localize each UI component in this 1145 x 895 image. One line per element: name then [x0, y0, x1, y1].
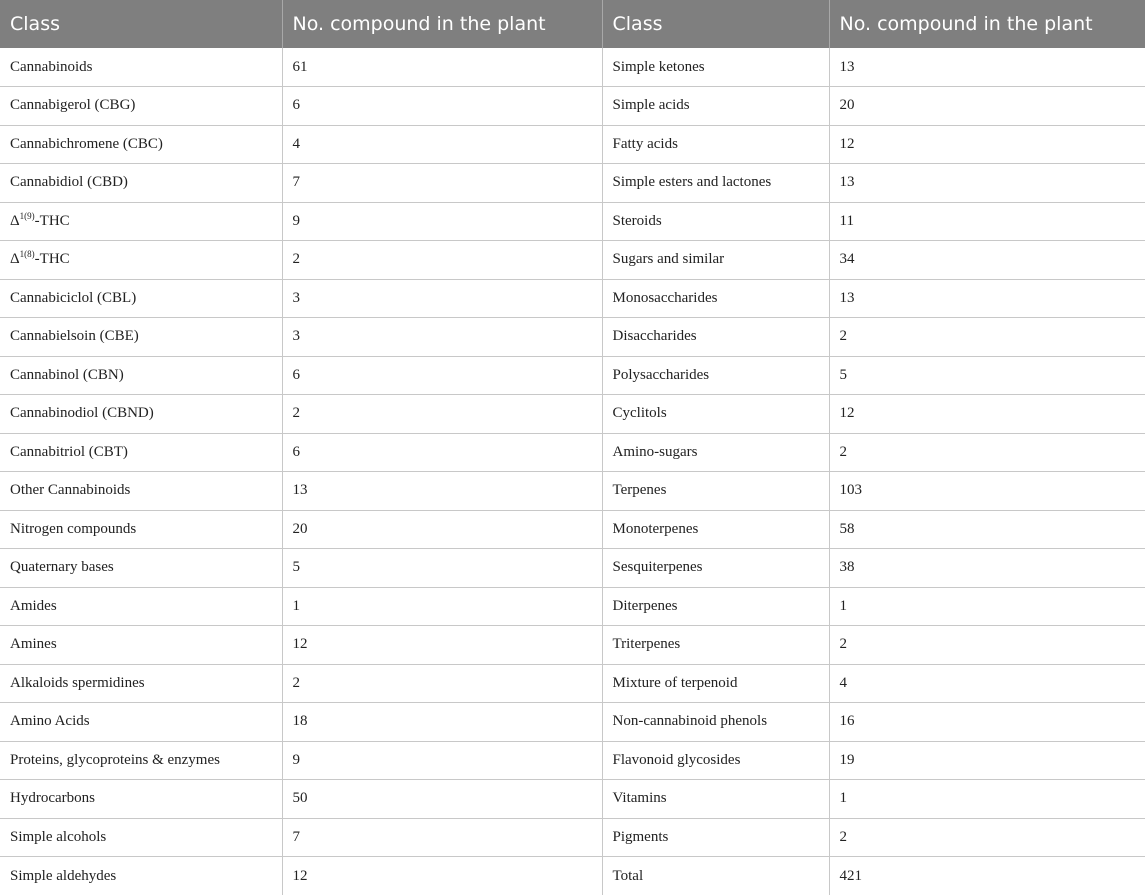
- left-class-cell: [0, 241, 282, 280]
- right-class-cell: Diterpenes: [602, 587, 829, 626]
- left-class-cell: Cannabichromene (CBC): [0, 125, 282, 164]
- left-count-cell: 2: [282, 241, 602, 280]
- right-count-cell: 4: [829, 664, 1145, 703]
- right-class-cell: Cyclitols: [602, 395, 829, 434]
- right-count-cell: 13: [829, 279, 1145, 318]
- table-row: [0, 279, 1145, 318]
- left-count-cell: 12: [282, 626, 602, 665]
- table-row: [0, 318, 1145, 357]
- left-count-cell: 12: [282, 857, 602, 895]
- left-class-cell: Nitrogen compounds: [0, 510, 282, 549]
- left-class-cell: Amides: [0, 587, 282, 626]
- table-row: [0, 472, 1145, 511]
- table-body: [0, 48, 1145, 895]
- right-count-cell: 58: [829, 510, 1145, 549]
- left-count-cell: 6: [282, 433, 602, 472]
- left-count-cell: 9: [282, 741, 602, 780]
- right-class-cell: Steroids: [602, 202, 829, 241]
- left-count-cell: 20: [282, 510, 602, 549]
- left-class-cell: Hydrocarbons: [0, 780, 282, 819]
- right-class-cell: Monosaccharides: [602, 279, 829, 318]
- right-count-cell: 13: [829, 164, 1145, 203]
- left-class-cell: Quaternary bases: [0, 549, 282, 588]
- left-count-cell: 7: [282, 164, 602, 203]
- left-count-cell: 3: [282, 318, 602, 357]
- table-row: [0, 587, 1145, 626]
- table-row: [0, 164, 1145, 203]
- right-count-cell: 2: [829, 318, 1145, 357]
- table-row: [0, 857, 1145, 895]
- right-count-cell: 421: [839, 867, 862, 884]
- left-class-cell: Other Cannabinoids: [0, 472, 282, 511]
- left-class-cell: Amines: [0, 626, 282, 665]
- right-class-cell: Mixture of terpenoid: [602, 664, 829, 703]
- right-class-cell: Total: [602, 857, 829, 895]
- right-count-cell: 34: [829, 241, 1145, 280]
- class-superscript: 1(8): [19, 249, 35, 260]
- right-count-cell: 2: [829, 818, 1145, 857]
- left-count-cell: 2: [282, 395, 602, 434]
- right-count-cell: 2: [829, 433, 1145, 472]
- table-row: [0, 395, 1145, 434]
- left-count-cell: 3: [282, 279, 602, 318]
- left-class-cell: Cannabinol (CBN): [0, 356, 282, 395]
- right-count-cell: 16: [829, 703, 1145, 742]
- table-row: [0, 125, 1145, 164]
- left-class-cell: Proteins, glycoproteins & enzymes: [0, 741, 282, 780]
- right-class-cell: Sesquiterpenes: [602, 549, 829, 588]
- right-count-cell: 13: [829, 48, 1145, 87]
- header-count-right: No. compound in the plant: [829, 0, 1145, 48]
- right-class-cell: Monoterpenes: [602, 510, 829, 549]
- right-class-cell: Terpenes: [602, 472, 829, 511]
- right-count-cell: 38: [829, 549, 1145, 588]
- right-class-cell: Simple esters and lactones: [602, 164, 829, 203]
- table-row: [0, 356, 1145, 395]
- table-row: [0, 241, 1145, 280]
- right-class-cell: Fatty acids: [602, 125, 829, 164]
- table-row: [0, 48, 1145, 87]
- table-row: [0, 664, 1145, 703]
- header-class-right: Class: [602, 0, 829, 48]
- left-count-cell: 5: [282, 549, 602, 588]
- header-count-left: No. compound in the plant: [282, 0, 602, 48]
- left-count-cell: 13: [282, 472, 602, 511]
- right-class-cell: Simple acids: [602, 87, 829, 126]
- right-class-cell: Vitamins: [602, 780, 829, 819]
- left-count-cell: 18: [282, 703, 602, 742]
- left-class-cell: Alkaloids spermidines: [0, 664, 282, 703]
- class-superscript: 1(9): [19, 210, 35, 221]
- right-class-cell: Disaccharides: [602, 318, 829, 357]
- right-count-cell: 5: [829, 356, 1145, 395]
- left-count-cell: 1: [282, 587, 602, 626]
- table-row: [0, 433, 1145, 472]
- left-class-cell: Cannabitriol (CBT): [0, 433, 282, 472]
- table-row: [0, 202, 1145, 241]
- class-suffix: -THC: [34, 251, 70, 268]
- class-suffix: -THC: [34, 212, 70, 229]
- right-count-cell: 11: [829, 202, 1145, 241]
- left-count-cell: 6: [282, 356, 602, 395]
- left-class-cell: Amino Acids: [0, 703, 282, 742]
- right-class-cell: Flavonoid glycosides: [602, 741, 829, 780]
- right-class-cell: Simple ketones: [602, 48, 829, 87]
- right-count-cell: 1: [829, 587, 1145, 626]
- right-count-cell: 1: [829, 780, 1145, 819]
- left-count-cell: 2: [282, 664, 602, 703]
- right-class-cell: Sugars and similar: [602, 241, 829, 280]
- delta-symbol: Δ: [10, 212, 20, 229]
- table-row: [0, 818, 1145, 857]
- right-class-cell: Non-cannabinoid phenols: [602, 703, 829, 742]
- left-class-cell: Cannabidiol (CBD): [0, 164, 282, 203]
- table-row: [0, 549, 1145, 588]
- table-row: [0, 626, 1145, 665]
- right-count-cell: 12: [829, 125, 1145, 164]
- left-class-cell: Simple aldehydes: [0, 857, 282, 895]
- right-class-cell: Pigments: [602, 818, 829, 857]
- left-count-cell: 6: [282, 87, 602, 126]
- left-class-cell: Cannabielsoin (CBE): [0, 318, 282, 357]
- table-row: [0, 741, 1145, 780]
- table-row: [0, 87, 1145, 126]
- left-class-cell: Cannabinodiol (CBND): [0, 395, 282, 434]
- header-row: [0, 0, 1145, 48]
- header-class-left: Class: [0, 0, 282, 48]
- left-class-cell: Cannabinoids: [0, 48, 282, 87]
- table-header: [0, 0, 1145, 48]
- left-class-cell: Cannabiciclol (CBL): [0, 279, 282, 318]
- right-class-cell: Polysaccharides: [602, 356, 829, 395]
- right-count-cell: 103: [829, 472, 1145, 511]
- table-row: [0, 510, 1145, 549]
- left-count-cell: 61: [282, 48, 602, 87]
- left-class-cell: Simple alcohols: [0, 818, 282, 857]
- right-class-cell: Amino-sugars: [602, 433, 829, 472]
- table-row: [0, 780, 1145, 819]
- delta-symbol: Δ: [10, 251, 20, 268]
- left-class-cell: Cannabigerol (CBG): [0, 87, 282, 126]
- right-count-cell: 2: [829, 626, 1145, 665]
- left-class-cell: [0, 202, 282, 241]
- right-count-cell: 19: [829, 741, 1145, 780]
- right-count-cell: 12: [829, 395, 1145, 434]
- right-count-cell: 20: [829, 87, 1145, 126]
- left-count-cell: 7: [282, 818, 602, 857]
- right-class-cell: Triterpenes: [602, 626, 829, 665]
- left-count-cell: 50: [282, 780, 602, 819]
- left-count-cell: 4: [282, 125, 602, 164]
- left-count-cell: 9: [282, 202, 602, 241]
- table-row: [0, 703, 1145, 742]
